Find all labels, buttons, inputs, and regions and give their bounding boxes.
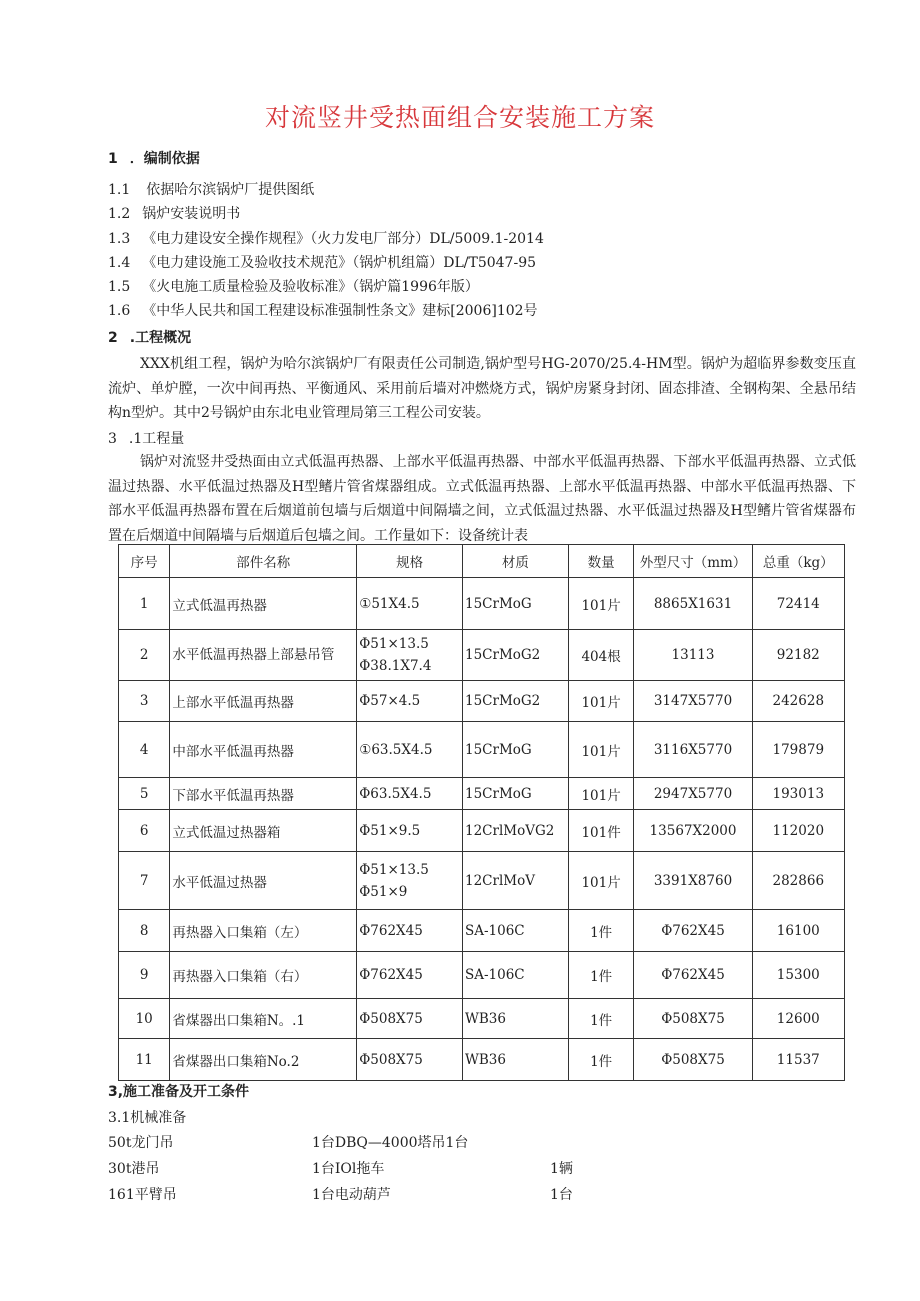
material-cell: 15CrMoG2: [462, 630, 568, 681]
table-row: [119, 999, 845, 1039]
size-cell: Φ762X45: [634, 910, 752, 952]
quantity-cell: 1件: [568, 999, 634, 1039]
basis-item: 1.6 《中华人民共和国工程建设标准强制性条文》建标[2006]102号: [108, 303, 538, 319]
quantity-cell: 1件: [568, 910, 634, 952]
part-name: 省煤器出口集箱N。.1: [170, 999, 357, 1039]
header-cell: 外型尺寸（mm）: [634, 545, 752, 578]
quantity-cell: 404根: [568, 630, 634, 681]
material-cell: SA-106C: [462, 910, 568, 952]
material-cell: WB36: [462, 1039, 568, 1081]
row-number: 4: [119, 722, 170, 778]
table-row: [119, 952, 845, 999]
weight-cell: 282866: [752, 852, 844, 910]
weight-cell: 16100: [752, 910, 844, 952]
row-number: 2: [119, 630, 170, 681]
spec-cell: Φ762X45: [357, 910, 463, 952]
weight-cell: 12600: [752, 999, 844, 1039]
part-name: 立式低温过热器箱: [170, 810, 357, 852]
row-number: 1: [119, 578, 170, 630]
spec-cell: Φ508X75: [357, 1039, 463, 1081]
part-name: 中部水平低温再热器: [170, 722, 357, 778]
header-cell: 总重（kg）: [752, 545, 844, 578]
document-title: 对流竖井受热面组合安装施工方案: [264, 103, 655, 132]
section-2-number: 2: [108, 330, 118, 346]
material-cell: WB36: [462, 999, 568, 1039]
size-cell: 2947X5770: [634, 778, 752, 810]
table-header-row: [119, 545, 845, 578]
weight-cell: 92182: [752, 630, 844, 681]
material-cell: 15CrMoG: [462, 778, 568, 810]
material-cell: 15CrMoG2: [462, 681, 568, 722]
spec-cell: Φ508X75: [357, 999, 463, 1039]
quantity-cell: 1件: [568, 952, 634, 999]
quantity-cell: 101片: [568, 722, 634, 778]
spec-cell: ①51X4.5: [357, 578, 463, 630]
table-row: [119, 722, 845, 778]
size-cell: 13567X2000: [634, 810, 752, 852]
project-overview-paragraph: XXX机组工程，锅炉为哈尔滨锅炉厂有限责任公司制造,锅炉型号HG-2070/25.4-HM型。锅炉为超临界参数变压直流炉、单炉膛，一次中间再热、平衡通风、采用前后墙对冲燃烧方式，锅炉房紧身封闭、固态排渣、全钢构架、全悬吊结构n型炉。其中2号锅炉由东北电业管理局第三工程公司安装。: [108, 356, 856, 421]
size-cell: 13113: [634, 630, 752, 681]
material-cell: SA-106C: [462, 952, 568, 999]
table-row: [119, 578, 845, 630]
basis-item: 1.5 《火电施工质量检验及验收标准》（锅炉篇1996年版）: [108, 279, 479, 295]
material-cell: 15CrMoG: [462, 722, 568, 778]
section-2-heading: [108, 327, 191, 347]
basis-item: 1.3 《电力建设安全操作规程》（火力发电厂部分）DL/5009.1-2014: [108, 231, 544, 247]
section-1-title: ．编制依据: [129, 151, 200, 167]
equipment-table: [118, 544, 845, 1081]
material-cell: 15CrMoG: [462, 578, 568, 630]
table-row: [119, 852, 845, 910]
size-cell: 3116X5770: [634, 722, 752, 778]
row-number: 5: [119, 778, 170, 810]
part-name: 水平低温过热器: [170, 852, 357, 910]
basis-item: 1.4 《电力建设施工及验收技术规范》（锅炉机组篇）DL/T5047-95: [108, 255, 537, 271]
table-row: [119, 778, 845, 810]
part-name: 再热器入口集箱（左）: [170, 910, 357, 952]
material-cell: 12CrlMoV: [462, 852, 568, 910]
material-cell: 12CrlMoVG2: [462, 810, 568, 852]
table-row: [119, 810, 845, 852]
weight-cell: 15300: [752, 952, 844, 999]
row-number: 6: [119, 810, 170, 852]
header-cell: 材质: [462, 545, 568, 578]
table-row: [119, 630, 845, 681]
spec-cell: Φ63.5X4.5: [357, 778, 463, 810]
row-number: 10: [119, 999, 170, 1039]
weight-cell: 242628: [752, 681, 844, 722]
quantity-paragraph: 锅炉对流竖井受热面由立式低温再热器、上部水平低温再热器、中部水平低温再热器、下部水平低温再热器、立式低温过热器、水平低温过热器及H型鳍片管省煤器组成。立式低温再热器、上部水平低温再热器、中部水平低温再热器、下部水平低温再热器布置在后烟道前包墙与后烟道中间隔墙之间，立式低温过热器、水平低温过热器及H型鳍片管省煤器布置在后烟道中间隔墙与后烟道后包墙之间。工作量如下：设备统计表: [108, 454, 856, 544]
weight-cell: 11537: [752, 1039, 844, 1081]
quantity-subheading: 3 .1工程量: [108, 431, 185, 447]
spec-cell: Φ51×13.5 Φ51×9: [357, 852, 463, 910]
part-name: 上部水平低温再热器: [170, 681, 357, 722]
size-cell: 3147X5770: [634, 681, 752, 722]
size-cell: 3391X8760: [634, 852, 752, 910]
section-1-number: 1: [108, 151, 118, 167]
basis-item: 1.1 依据哈尔滨锅炉厂提供图纸: [108, 182, 315, 198]
size-cell: Φ508X75: [634, 1039, 752, 1081]
weight-cell: 72414: [752, 578, 844, 630]
table-row: [119, 1039, 845, 1081]
row-number: 3: [119, 681, 170, 722]
part-name: 立式低温再热器: [170, 578, 357, 630]
weight-cell: 112020: [752, 810, 844, 852]
size-cell: Φ508X75: [634, 999, 752, 1039]
part-name: 水平低温再热器上部悬吊管: [170, 630, 357, 681]
row-number: 9: [119, 952, 170, 999]
quantity-cell: 101片: [568, 778, 634, 810]
header-cell: 序号: [119, 545, 170, 578]
row-number: 11: [119, 1039, 170, 1081]
quantity-cell: 101片: [568, 681, 634, 722]
section-1-heading: [108, 148, 200, 168]
row-number: 7: [119, 852, 170, 910]
row-number: 8: [119, 910, 170, 952]
quantity-cell: 101片: [568, 578, 634, 630]
size-cell: Φ762X45: [634, 952, 752, 999]
table-row: [119, 681, 845, 722]
size-cell: 8865X1631: [634, 578, 752, 630]
spec-cell: Φ762X45: [357, 952, 463, 999]
spec-cell: ①63.5X4.5: [357, 722, 463, 778]
section-3-heading: 3,施工准备及开工条件: [108, 1084, 250, 1100]
quantity-cell: 101片: [568, 852, 634, 910]
spec-cell: Φ51×9.5: [357, 810, 463, 852]
header-cell: 数量: [568, 545, 634, 578]
basis-item: 1.2 锅炉安装说明书: [108, 206, 241, 222]
section-2-title: .工程概况: [129, 330, 192, 346]
header-cell: 部件名称: [170, 545, 357, 578]
quantity-cell: 1件: [568, 1039, 634, 1081]
part-name: 下部水平低温再热器: [170, 778, 357, 810]
table-row: [119, 910, 845, 952]
part-name: 省煤器出口集箱No.2: [170, 1039, 357, 1081]
machinery-subheading: 3.1机械准备: [108, 1110, 187, 1126]
spec-cell: Φ51×13.5 Φ38.1X7.4: [357, 630, 463, 681]
header-cell: 规格: [357, 545, 463, 578]
quantity-cell: 101件: [568, 810, 634, 852]
weight-cell: 179879: [752, 722, 844, 778]
spec-cell: Φ57×4.5: [357, 681, 463, 722]
weight-cell: 193013: [752, 778, 844, 810]
part-name: 再热器入口集箱（右）: [170, 952, 357, 999]
